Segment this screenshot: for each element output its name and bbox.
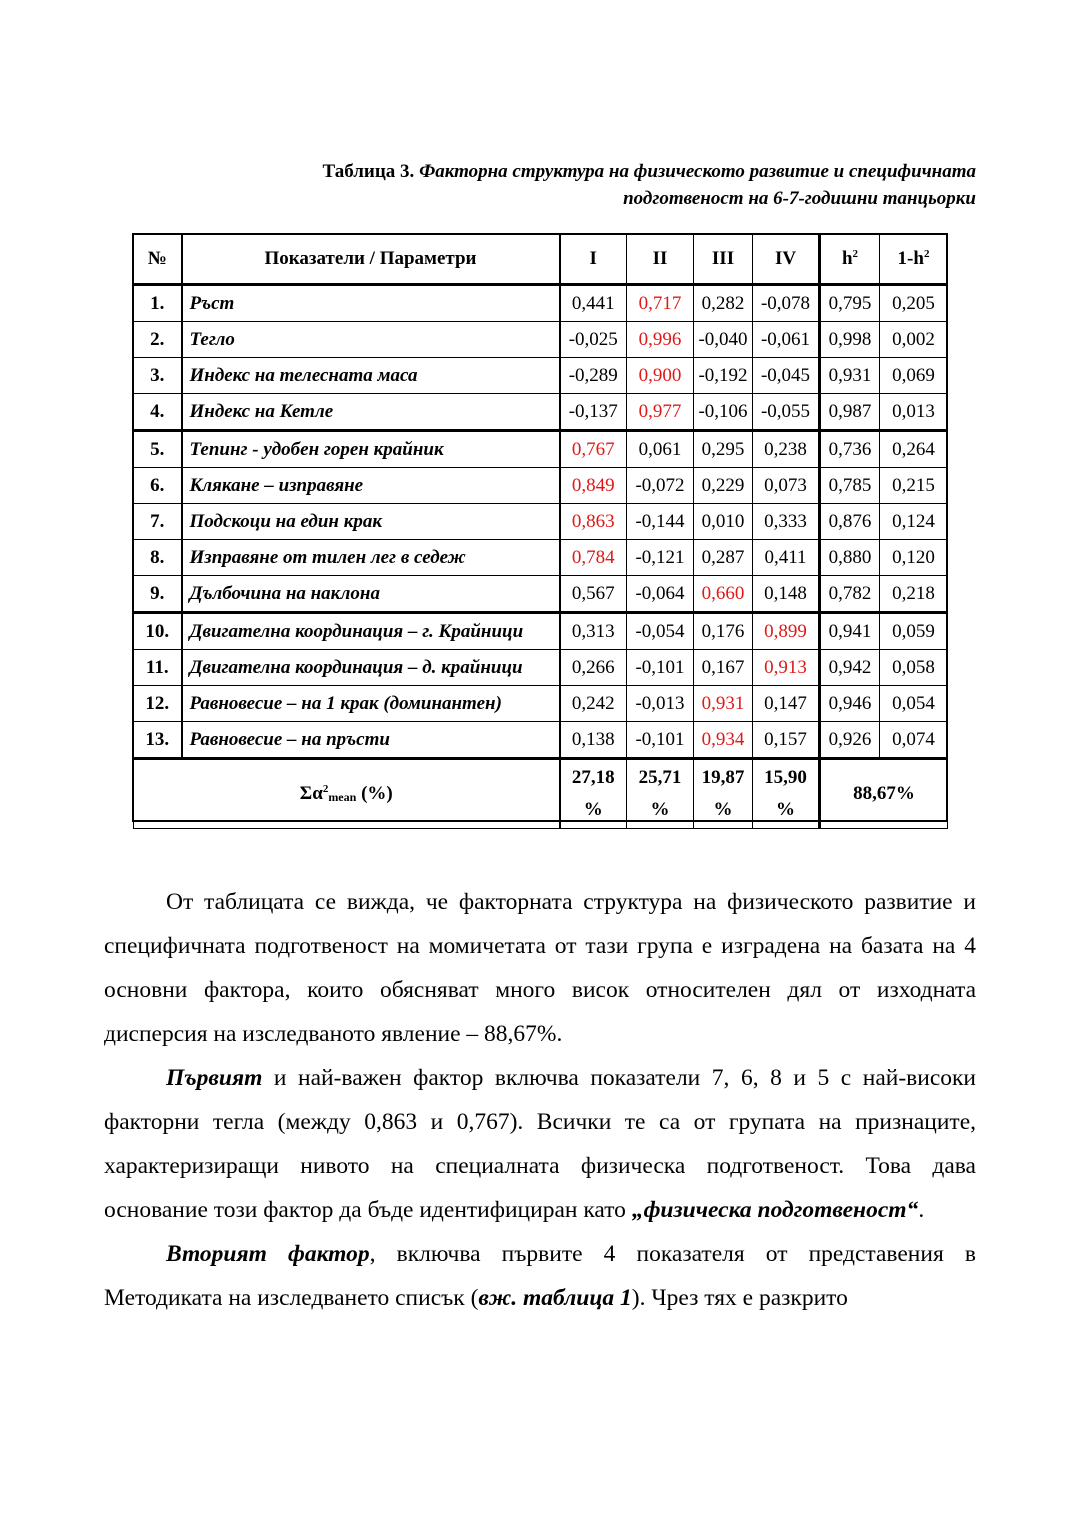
loading-factor-2: -0,101 xyxy=(627,650,694,686)
row-number: 12. xyxy=(134,686,182,722)
row-parameter: Индекс на телесната маса xyxy=(182,358,560,394)
row-one-minus-h2: 0,074 xyxy=(880,722,948,759)
header-factor-2: II xyxy=(627,235,694,285)
row-one-minus-h2: 0,013 xyxy=(880,394,948,431)
row-number: 6. xyxy=(134,468,182,504)
row-number: 4. xyxy=(134,394,182,431)
row-number: 10. xyxy=(134,613,182,650)
row-number: 9. xyxy=(134,576,182,613)
loading-factor-1: 0,441 xyxy=(560,285,627,322)
loading-factor-2: -0,054 xyxy=(627,613,694,650)
header-params: Показатели / Параметри xyxy=(182,235,560,285)
row-number: 8. xyxy=(134,540,182,576)
caption-label: Таблица 3. xyxy=(322,161,415,182)
variance-f1: 27,18 % xyxy=(560,759,627,829)
loading-factor-1: 0,863 xyxy=(560,504,627,540)
row-one-minus-h2: 0,069 xyxy=(880,358,948,394)
loading-factor-4: 0,411 xyxy=(753,540,820,576)
loading-factor-2: -0,072 xyxy=(627,468,694,504)
loading-factor-2: 0,977 xyxy=(627,394,694,431)
paragraph-2: Първият и най-важен фактор включва показатели 7, 6, 8 и 5 с най-високи факторни тегла (между 0,863 и 0,767). Всички те са от групата на признаците, характеризиращи нивото на специалната физическа подготвеност. Това дава основание този фактор да бъде идентифициран като „физическа подготвеност“. xyxy=(104,1065,976,1223)
loading-factor-2: -0,121 xyxy=(627,540,694,576)
row-h2: 0,946 xyxy=(820,686,880,722)
loading-factor-4: 0,899 xyxy=(753,613,820,650)
row-number: 13. xyxy=(134,722,182,759)
loading-factor-4: 0,147 xyxy=(753,686,820,722)
paragraph-3: Вторият фактор, включва първите 4 показателя от представения в Методиката на изследването списък (вж. таблица 1). Чрез тях е разкрито xyxy=(104,1241,976,1311)
loading-factor-4: -0,078 xyxy=(753,285,820,322)
loading-factor-3: -0,192 xyxy=(694,358,753,394)
table-footer-row xyxy=(134,759,948,829)
variance-total: 88,67% xyxy=(820,759,948,829)
table-row xyxy=(134,722,948,759)
row-one-minus-h2: 0,120 xyxy=(880,540,948,576)
loading-factor-3: 0,167 xyxy=(694,650,753,686)
row-one-minus-h2: 0,124 xyxy=(880,504,948,540)
loading-factor-3: 0,660 xyxy=(694,576,753,613)
loading-factor-2: -0,064 xyxy=(627,576,694,613)
loading-factor-3: 0,287 xyxy=(694,540,753,576)
row-h2: 0,736 xyxy=(820,431,880,468)
row-number: 3. xyxy=(134,358,182,394)
loading-factor-4: -0,045 xyxy=(753,358,820,394)
table-row xyxy=(134,686,948,722)
row-one-minus-h2: 0,054 xyxy=(880,686,948,722)
header-factor-3: III xyxy=(694,235,753,285)
row-h2: 0,876 xyxy=(820,504,880,540)
loading-factor-1: 0,849 xyxy=(560,468,627,504)
loading-factor-4: 0,148 xyxy=(753,576,820,613)
loading-factor-4: 0,073 xyxy=(753,468,820,504)
loading-factor-4: 0,333 xyxy=(753,504,820,540)
loading-factor-1: -0,137 xyxy=(560,394,627,431)
row-parameter: Тепинг - удобен горен крайник xyxy=(182,431,560,468)
table-row xyxy=(134,285,948,322)
row-parameter: Изправяне от тилен лег в седеж xyxy=(182,540,560,576)
loading-factor-3: 0,176 xyxy=(694,613,753,650)
variance-f4: 15,90 % xyxy=(753,759,820,829)
table-header-row xyxy=(134,235,948,285)
row-parameter: Тегло xyxy=(182,322,560,358)
paragraph-1: От таблицата се вижда, че факторната структура на физическото развитие и специфичната подготвеност на момичетата от тази група е изградена на базата на 4 основни фактора, които обясняват много висок относителен дял от изходната дисперсия на изследваното явление – 88,67%. xyxy=(104,889,976,1047)
table-caption xyxy=(200,158,976,212)
loading-factor-1: 0,266 xyxy=(560,650,627,686)
row-h2: 0,931 xyxy=(820,358,880,394)
caption-title: Факторна структура на физическото развитие и специфичната подготвеност на 6-7-годишни танцьорки xyxy=(419,161,976,209)
header-factor-4: IV xyxy=(753,235,820,285)
table-body xyxy=(134,285,948,759)
header-one-minus-h2: $1-h^2$ xyxy=(880,235,948,285)
loading-factor-3: 0,229 xyxy=(694,468,753,504)
loading-factor-3: 0,295 xyxy=(694,431,753,468)
row-number: 2. xyxy=(134,322,182,358)
loading-factor-2: -0,144 xyxy=(627,504,694,540)
row-h2: 0,782 xyxy=(820,576,880,613)
table-row xyxy=(134,358,948,394)
loading-factor-1: 0,242 xyxy=(560,686,627,722)
loading-factor-4: 0,157 xyxy=(753,722,820,759)
header-h2: $h^2$ xyxy=(820,235,880,285)
row-h2: 0,942 xyxy=(820,650,880,686)
loading-factor-4: 0,913 xyxy=(753,650,820,686)
row-one-minus-h2: 0,218 xyxy=(880,576,948,613)
row-number: 1. xyxy=(134,285,182,322)
loading-factor-1: 0,313 xyxy=(560,613,627,650)
header-factor-1: I xyxy=(560,235,627,285)
loading-factor-4: 0,238 xyxy=(753,431,820,468)
loading-factor-2: 0,996 xyxy=(627,322,694,358)
row-one-minus-h2: 0,058 xyxy=(880,650,948,686)
row-h2: 0,987 xyxy=(820,394,880,431)
loading-factor-3: -0,040 xyxy=(694,322,753,358)
loading-factor-1: -0,289 xyxy=(560,358,627,394)
row-parameter: Дълбочина на наклона xyxy=(182,576,560,613)
table-row xyxy=(134,504,948,540)
row-parameter: Двигателна координация – д. крайници xyxy=(182,650,560,686)
table-row xyxy=(134,431,948,468)
variance-label: $\Sigma\alpha^2_{mean}$ (%) xyxy=(134,759,560,829)
row-one-minus-h2: 0,264 xyxy=(880,431,948,468)
row-h2: 0,880 xyxy=(820,540,880,576)
row-parameter: Клякане – изправяне xyxy=(182,468,560,504)
body-text xyxy=(104,880,976,1320)
table-row xyxy=(134,394,948,431)
loading-factor-4: -0,061 xyxy=(753,322,820,358)
row-one-minus-h2: 0,215 xyxy=(880,468,948,504)
loading-factor-2: -0,101 xyxy=(627,722,694,759)
loading-factor-2: -0,013 xyxy=(627,686,694,722)
table-row xyxy=(134,576,948,613)
loading-factor-3: 0,931 xyxy=(694,686,753,722)
loading-factor-3: -0,106 xyxy=(694,394,753,431)
loading-factor-3: 0,934 xyxy=(694,722,753,759)
row-parameter: Индекс на Кетле xyxy=(182,394,560,431)
loading-factor-1: 0,767 xyxy=(560,431,627,468)
loading-factor-4: -0,055 xyxy=(753,394,820,431)
table-row xyxy=(134,650,948,686)
loading-factor-3: 0,282 xyxy=(694,285,753,322)
factor-table xyxy=(133,234,948,829)
row-h2: 0,785 xyxy=(820,468,880,504)
row-h2: 0,941 xyxy=(820,613,880,650)
row-h2: 0,795 xyxy=(820,285,880,322)
row-h2: 0,926 xyxy=(820,722,880,759)
loading-factor-1: 0,784 xyxy=(560,540,627,576)
variance-f2: 25,71 % xyxy=(627,759,694,829)
row-parameter: Подскоци на един крак xyxy=(182,504,560,540)
header-num: № xyxy=(134,235,182,285)
row-one-minus-h2: 0,002 xyxy=(880,322,948,358)
loading-factor-3: 0,010 xyxy=(694,504,753,540)
row-number: 5. xyxy=(134,431,182,468)
variance-f3: 19,87 % xyxy=(694,759,753,829)
loading-factor-1: -0,025 xyxy=(560,322,627,358)
row-one-minus-h2: 0,205 xyxy=(880,285,948,322)
loading-factor-1: 0,567 xyxy=(560,576,627,613)
loading-factor-2: 0,717 xyxy=(627,285,694,322)
table-row xyxy=(134,540,948,576)
row-number: 11. xyxy=(134,650,182,686)
loading-factor-2: 0,900 xyxy=(627,358,694,394)
row-h2: 0,998 xyxy=(820,322,880,358)
row-one-minus-h2: 0,059 xyxy=(880,613,948,650)
loading-factor-2: 0,061 xyxy=(627,431,694,468)
row-parameter: Ръст xyxy=(182,285,560,322)
row-parameter: Равновесие – на пръсти xyxy=(182,722,560,759)
table-row xyxy=(134,468,948,504)
table-row xyxy=(134,613,948,650)
table-row xyxy=(134,322,948,358)
row-parameter: Равновесие – на 1 крак (доминантен) xyxy=(182,686,560,722)
loading-factor-1: 0,138 xyxy=(560,722,627,759)
row-parameter: Двигателна координация – г. Крайници xyxy=(182,613,560,650)
row-number: 7. xyxy=(134,504,182,540)
